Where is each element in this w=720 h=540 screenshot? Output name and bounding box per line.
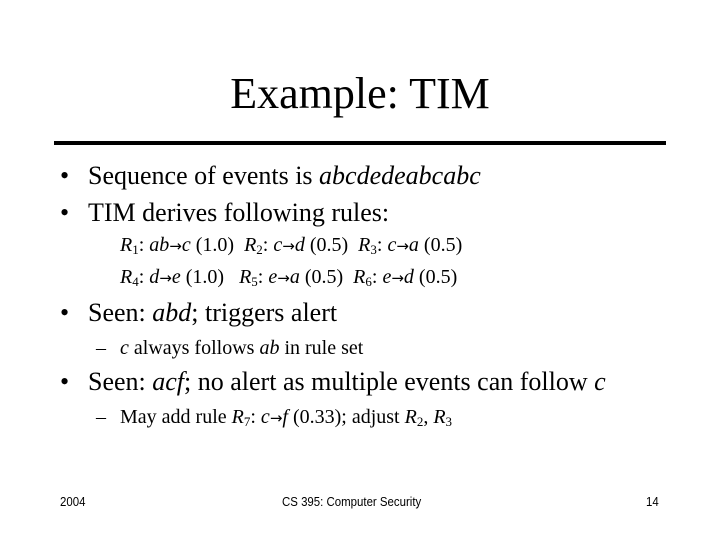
seen-events: abd [152, 298, 192, 327]
footer-page-number: 14 [646, 494, 659, 509]
footer-course: CS 395: Computer Security [282, 494, 422, 509]
arrow-icon: → [391, 269, 404, 287]
arrow-icon: → [159, 269, 172, 287]
rule-2: $R_2$: c→d (0.5) [244, 234, 349, 257]
bullet-seen-acf: • Seen: acf; no alert as multiple events can follow c [60, 367, 606, 396]
arrow-icon: → [169, 237, 182, 255]
title-underline [54, 141, 666, 145]
dash-icon: – [96, 337, 106, 359]
bullet-rules-intro [60, 197, 389, 229]
sub-bullet-c-follows: – c always follows ab in rule set [96, 337, 364, 359]
footer-date: 2004 [60, 494, 86, 509]
seen-events: acf [152, 367, 185, 396]
bullet-text: TIM derives following rules: [88, 198, 390, 227]
dash-icon: – [96, 406, 106, 428]
rule-5: $R_5$: e→a (0.5) [239, 266, 344, 289]
bullet-dot-icon: • [60, 161, 70, 190]
arrow-icon: → [277, 269, 290, 287]
arrow-icon: → [282, 237, 295, 255]
event-sequence: abcdedeabcabc [319, 161, 481, 190]
bullet-seen-abd: • Seen: abd; triggers alert [60, 298, 338, 327]
rules-row-1 [120, 233, 462, 262]
bullet-dot-icon: • [60, 198, 70, 227]
rule-4: $R_4$: d→e (1.0) [120, 266, 225, 289]
sub-bullet-add-rule: – May add rule $R_7$: c→f (0.33); adjust $R_2$, $R_3$ [96, 406, 453, 429]
rules-row-2 [120, 265, 457, 294]
bullet-dot-icon: • [60, 367, 70, 396]
arrow-icon: → [269, 409, 283, 427]
rule-6: $R_6$: e→d (0.5) [353, 266, 458, 289]
bullet-text: Sequence of events is [88, 161, 320, 190]
rule-3: $R_3$: c→a (0.5) [358, 234, 463, 257]
arrow-icon: → [396, 237, 409, 255]
bullet-dot-icon: • [60, 298, 70, 327]
rule-1: $R_1$: ab→c (1.0) [120, 234, 235, 257]
slide-title: Example: TIM [230, 69, 490, 118]
bullet-sequence [60, 160, 481, 192]
